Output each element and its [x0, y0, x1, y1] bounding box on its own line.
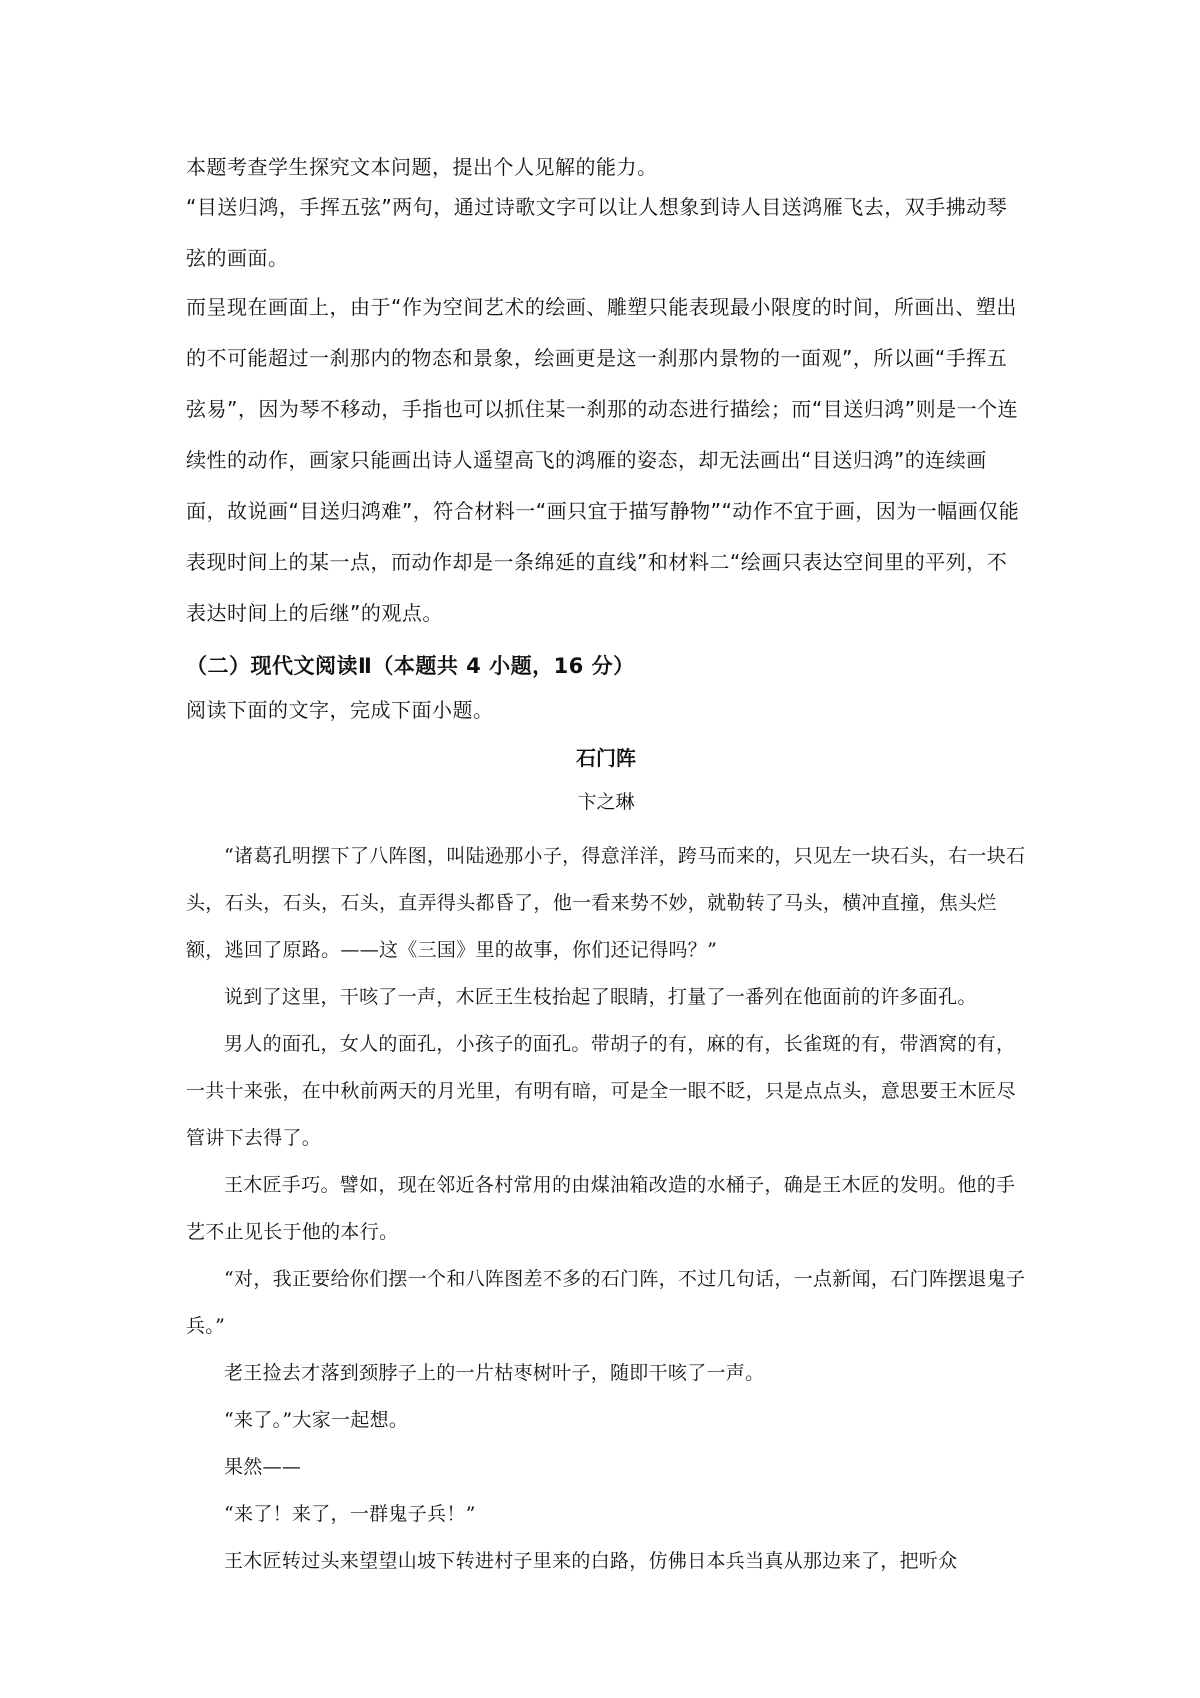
- answer-paragraph-1: “目送归鸿，手挥五弦”两句，通过诗歌文字可以让人想象到诗人目送鸿雁飞去，双手拂动琴弦的画面。: [186, 195, 1008, 270]
- story-paragraph: “诸葛孔明摆下了八阵图，叫陆逊那小子，得意洋洋，跨马而来的，只见左一块石头，右一块石头，石头，石头，石头，直弄得头都昏了，他一看来势不妙，就勒转了马头，横冲直撞，焦头烂额，逃回了原路。——这《三国》里的故事，你们还记得吗？”: [186, 845, 1026, 961]
- story-paragraph: 老王捡去才落到颈脖子上的一片枯枣树叶子，随即干咳了一声。: [224, 1362, 765, 1384]
- answer-paragraph-2: 而呈现在画面上，由于“作为空间艺术的绘画、雕塑只能表现最小限度的时间，所画出、塑出的不可能超过一刹那内的物态和景象，绘画更是这一刹那内景物的一面观”，所以画“手挥五弦易”，因为琴不移动，手指也可以抓住某一刹那的动态进行描绘；而“目送归鸿”则是一个连续性的动作，画家只能画出诗人遥望高飞的鸿雁的姿态，却无法画出“目送归鸿”的连续画面，故说画“目送归鸿难”，符合材料一“画只宜于描写静物”“动作不宜于画，因为一幅画仅能表现时间上的某一点，而动作却是一条绵延的直线”和材料二“绘画只表达空间里的平列，不表达时间上的后继”的观点。: [186, 295, 1020, 625]
- story-paragraph: “来了。”大家一起想。: [224, 1409, 409, 1431]
- story-paragraph: “来了！来了，一群鬼子兵！”: [224, 1503, 476, 1525]
- document-page: [186, 150, 1026, 1585]
- story-paragraph: 王木匠手巧。譬如，现在邻近各村常用的由煤油箱改造的水桶子，确是王木匠的发明。他的手艺不止见长于他的本行。: [186, 1174, 1016, 1243]
- story-paragraph: 王木匠转过头来望望山坡下转进村子里来的白路，仿佛日本兵当真从那边来了，把听众: [224, 1550, 958, 1572]
- story-paragraph: 说到了这里，干咳了一声，木匠王生枝抬起了眼睛，打量了一番列在他面前的许多面孔。: [224, 986, 977, 1008]
- story-body: [186, 833, 1026, 1585]
- story-paragraph: 男人的面孔，女人的面孔，小孩子的面孔。带胡子的有，麻的有，长雀斑的有，带酒窝的有，一共十来张，在中秋前两天的月光里，有明有暗，可是全一眼不眨，只是点点头，意思要王木匠尽管讲下去得了。: [186, 1033, 1016, 1149]
- story-author: 卞之琳: [577, 791, 635, 813]
- section-heading: （二）现代文阅读Ⅱ（本题共 4 小题，16 分）: [186, 654, 635, 678]
- story-paragraph: “对，我正要给你们摆一个和八阵图差不多的石门阵，不过几句话，一点新闻，石门阵摆退鬼子兵。”: [186, 1268, 1026, 1337]
- answer-intro: 本题考查学生探究文本问题，提出个人见解的能力。: [186, 155, 658, 179]
- reading-instruction: 阅读下面的文字，完成下面小题。: [186, 698, 494, 722]
- story-paragraph: 果然——: [224, 1456, 302, 1478]
- story-title: 石门阵: [576, 746, 636, 770]
- answer-explanation: [186, 150, 1026, 639]
